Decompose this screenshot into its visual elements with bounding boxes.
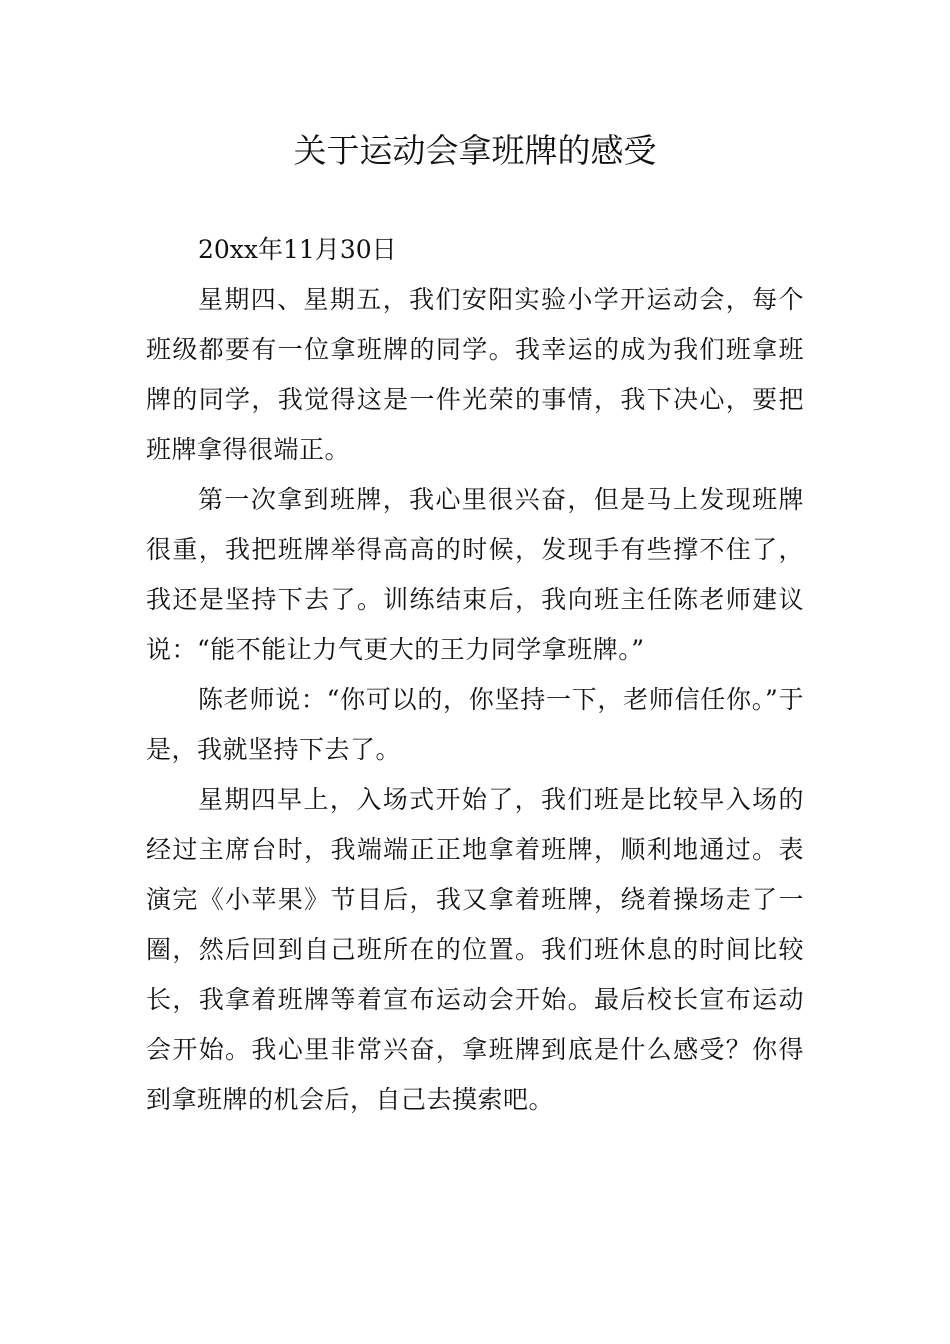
document-date: 20xx年11月30日 [198,235,397,264]
paragraph: 第一次拿到班牌，我心里很兴奋，但是马上发现班牌很重，我把班牌举得高高的时候，发现手有些撑不住了，我还是坚持下去了。训练结束后，我向班主任陈老师建议说：“能不能让力气更大的王力同学拿班牌。” [146,485,804,664]
document-body [146,225,804,1125]
paragraph: 星期四早上，入场式开始了，我们班是比较早入场的经过主席台时，我端端正正地拿着班牌，顺利地通过。表演完《小苹果》节目后，我又拿着班牌，绕着操场走了一圈，然后回到自己班所在的位置。我们班休息的时间比较长，我拿着班牌等着宣布运动会开始。最后校长宣布运动会开始。我心里非常兴奋，拿班牌到底是什么感受？你得到拿班牌的机会后，自己去摸索吧。 [146,785,804,1114]
paragraph: 星期四、星期五，我们安阳实验小学开运动会，每个班级都要有一位拿班牌的同学。我幸运的成为我们班拿班牌的同学，我觉得这是一件光荣的事情，我下决心，要把班牌拿得很端正。 [146,285,804,464]
paragraph: 陈老师说：“你可以的，你坚持一下，老师信任你。”于是，我就坚持下去了。 [146,685,804,764]
document-title: 关于运动会拿班牌的感受 [293,131,657,170]
